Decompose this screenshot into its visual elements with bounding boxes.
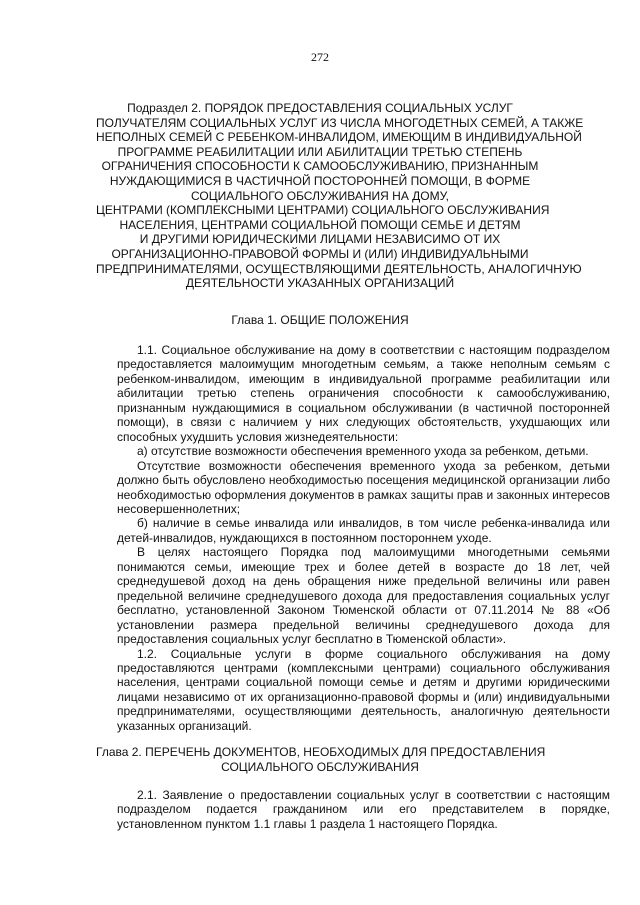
paragraph: а) отсутствие возможности обеспечения временного ухода за ребенком, детьми.	[137, 444, 589, 459]
subsection-title-line: ПРОГРАММЕ РЕАБИЛИТАЦИИ ИЛИ АБИЛИТАЦИИ ТРЕТЬЮ СТЕПЕНЬ	[117, 144, 523, 159]
paragraph: 1.2. Социальные услуги в форме социального обслуживания на дому предоставляются центрами (комплексными центрами) социального обслуживания населения, центрами социальной помощи семье и детям и другими юридическими лицами независимо от их организационно-правовой формы и (или) индивидуальными предпринимателями, осуществляющими деятельность, аналогичную деятельности указанных организаций.	[117, 646, 610, 733]
paragraph: 2.1. Заявление о предоставлении социальных услуг в соответствии с настоящим подразделом подается гражданином или его представителем в порядке, установленном пунктом 1.1 главы 1 раздела 1 настоящего Порядка.	[117, 788, 610, 831]
chapter2-heading-line: Глава 2. ПЕРЕЧЕНЬ ДОКУМЕНТОВ, НЕОБХОДИМЫХ ДЛЯ ПРЕДОСТАВЛЕНИЯ	[96, 745, 546, 759]
chapter1-heading-text: Глава 1. ОБЩИЕ ПОЛОЖЕНИЯ	[231, 313, 409, 327]
paragraph: 1.1. Социальное обслуживание на дому в соответствии с настоящим подразделом предоставляется малоимущим многодетным семьям, а также неполным семьям с ребенком-инвалидом, имеющим в индивидуальной программе реабилитации или абилитации третью степень ограничения способности к самообслуживанию, признанным нуждающимися в социальном обслуживании (в частичной посторонней помощи), в связи с наличием у них следующих обстоятельств, ухудшающих или способных ухудшить условия жизнедеятельности:	[117, 343, 610, 444]
subsection-title-line: ЦЕНТРАМИ (КОМПЛЕКСНЫМИ ЦЕНТРАМИ) СОЦИАЛЬНОГО ОБСЛУЖИВАНИЯ	[96, 203, 550, 218]
subsection-title-line: ОГРАНИЧЕНИЯ СПОСОБНОСТИ К САМООБСЛУЖИВАНИЮ, ПРИЗНАННЫМ	[101, 159, 539, 174]
paragraph: В целях настоящего Порядка под малоимущими многодетными семьями понимаются семьи, имеющие трех и более детей в возрасте до 18 лет, чей среднедушевой доход на день обращения ниже предельной величины или равен предельной величине среднедушевого дохода для предоставления социальных услуг бесплатно, установленной Законом Тюменской области от 07.11.2014 № 88 «Об установлении размера предельной величины среднедушевого дохода для предоставления социальных услуг бесплатно в Тюменской области».	[117, 545, 610, 647]
subsection-title-line: Подраздел 2. ПОРЯДОК ПРЕДОСТАВЛЕНИЯ СОЦИАЛЬНЫХ УСЛУГ	[127, 101, 513, 115]
subsection-title-line: НАСЕЛЕНИЯ, ЦЕНТРАМИ СОЦИАЛЬНОЙ ПОМОЩИ СЕМЬЕ И ДЕТЯМ	[119, 217, 521, 232]
subsection-title	[96, 101, 584, 291]
subsection-title-line: СОЦИАЛЬНОГО ОБСЛУЖИВАНИЯ НА ДОМУ,	[190, 188, 450, 203]
page-number: 272	[311, 50, 329, 64]
chapter1-body	[117, 343, 610, 733]
chapter2-heading	[96, 745, 544, 774]
subsection-title-line: НУЖДАЮЩИМИСЯ В ЧАСТИЧНОЙ ПОСТОРОННЕЙ ПОМОЩИ, В ФОРМЕ	[109, 173, 531, 188]
subsection-title-line: И ДРУГИМИ ЮРИДИЧЕСКИМИ ЛИЦАМИ НЕЗАВИСИМО ОТ ИХ	[139, 232, 501, 247]
subsection-title-line: НЕПОЛНЫХ СЕМЕЙ С РЕБЕНКОМ-ИНВАЛИДОМ, ИМЕЮЩИМ В ИНДИВИДУАЛЬНОЙ	[96, 130, 582, 145]
subsection-title-line: ПОЛУЧАТЕЛЯМ СОЦИАЛЬНЫХ УСЛУГ ИЗ ЧИСЛА МНОГОДЕТНЫХ СЕМЕЙ, А ТАКЖЕ	[96, 115, 584, 130]
chapter2-heading-line: СОЦИАЛЬНОГО ОБСЛУЖИВАНИЯ	[221, 759, 419, 774]
chapter2-body	[117, 788, 610, 831]
paragraph: Отсутствие возможности обеспечения временного ухода за ребенком, детьми должно быть обусловлено необходимостью посещения медицинской организации либо необходимостью оформления документов в рамках защиты прав и законных интересов несовершеннолетних;	[117, 458, 610, 516]
subsection-title-line: ДЕЯТЕЛЬНОСТИ УКАЗАННЫХ ОРГАНИЗАЦИЙ	[185, 276, 455, 291]
chapter1-heading	[96, 313, 544, 328]
paragraph: б) наличие в семье инвалида или инвалидов, в том числе ребенка-инвалида или детей-инвалидов, нуждающихся в постоянном постороннем уходе.	[117, 516, 610, 545]
subsection-title-line: ОРГАНИЗАЦИОННО-ПРАВОВОЙ ФОРМЫ И (ИЛИ) ИНДИВИДУАЛЬНЫМИ	[111, 246, 529, 261]
subsection-title-line: ПРЕДПРИНИМАТЕЛЯМИ, ОСУЩЕСТВЛЯЮЩИМИ ДЕЯТЕЛЬНОСТЬ, АНАЛОГИЧНУЮ	[96, 261, 582, 276]
